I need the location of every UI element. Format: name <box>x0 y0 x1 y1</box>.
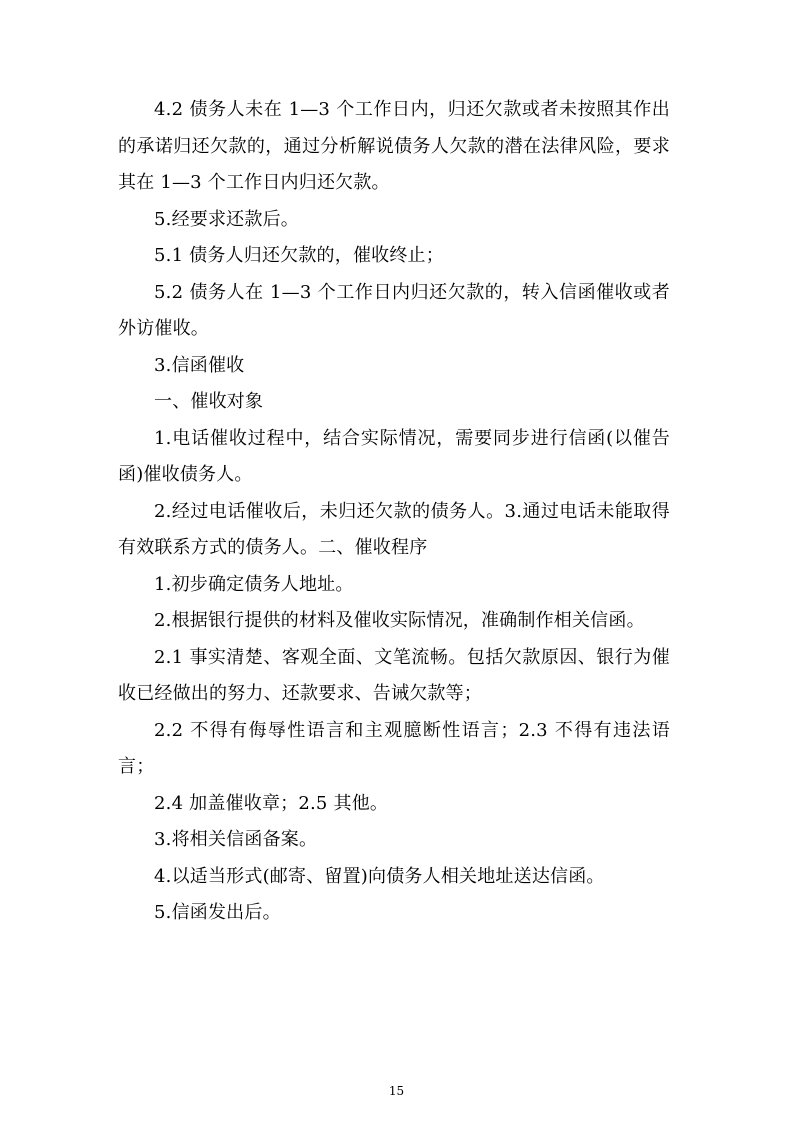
paragraph: 2.4 加盖催收章；2.5 其他。 <box>154 792 389 814</box>
paragraph: 5.2 债务人在 1—3 个工作日内归还欠款的，转入信函催收或者外访催收。 <box>118 281 670 339</box>
paragraph: 2.2 不得有侮辱性语言和主观臆断性语言；2.3 不得有违法语言； <box>118 719 670 777</box>
subsection-heading: 一、催收对象 <box>154 391 264 412</box>
paragraph: 2.经过电话催收后，未归还欠款的债务人。3.通过电话未能取得有效联系方式的债务人。二、催收程序 <box>118 500 670 558</box>
paragraph: 4.2 债务人未在 1—3 个工作日内，归还欠款或者未按照其作出的承诺归还欠款的，通过分析解说债务人欠款的潜在法律风险，要求其在 1—3 个工作日内归还欠款。 <box>118 99 670 193</box>
paragraph: 5.信函发出后。 <box>154 902 281 923</box>
paragraph: 1.电话催收过程中，结合实际情况，需要同步进行信函(以催告函)催收债务人。 <box>118 427 670 485</box>
paragraph: 4.以适当形式(邮寄、留置)向债务人相关地址送达信函。 <box>154 865 605 887</box>
paragraph: 5.1 债务人归还欠款的，催收终止； <box>154 245 444 266</box>
paragraph: 3.将相关信函备案。 <box>154 829 318 850</box>
paragraph: 1.初步确定债务人地址。 <box>154 573 354 595</box>
section-heading: 3.信函催收 <box>154 354 245 376</box>
paragraph: 5.经要求还款后。 <box>154 208 299 230</box>
document-body <box>118 92 670 932</box>
paragraph: 2.根据银行提供的材料及催收实际情况，准确制作相关信函。 <box>154 610 645 631</box>
page-number: 15 <box>388 1084 405 1098</box>
paragraph: 2.1 事实清楚、客观全面、文笔流畅。包括欠款原因、银行为催收已经做出的努力、还款要求、告诫欠款等； <box>118 646 670 704</box>
